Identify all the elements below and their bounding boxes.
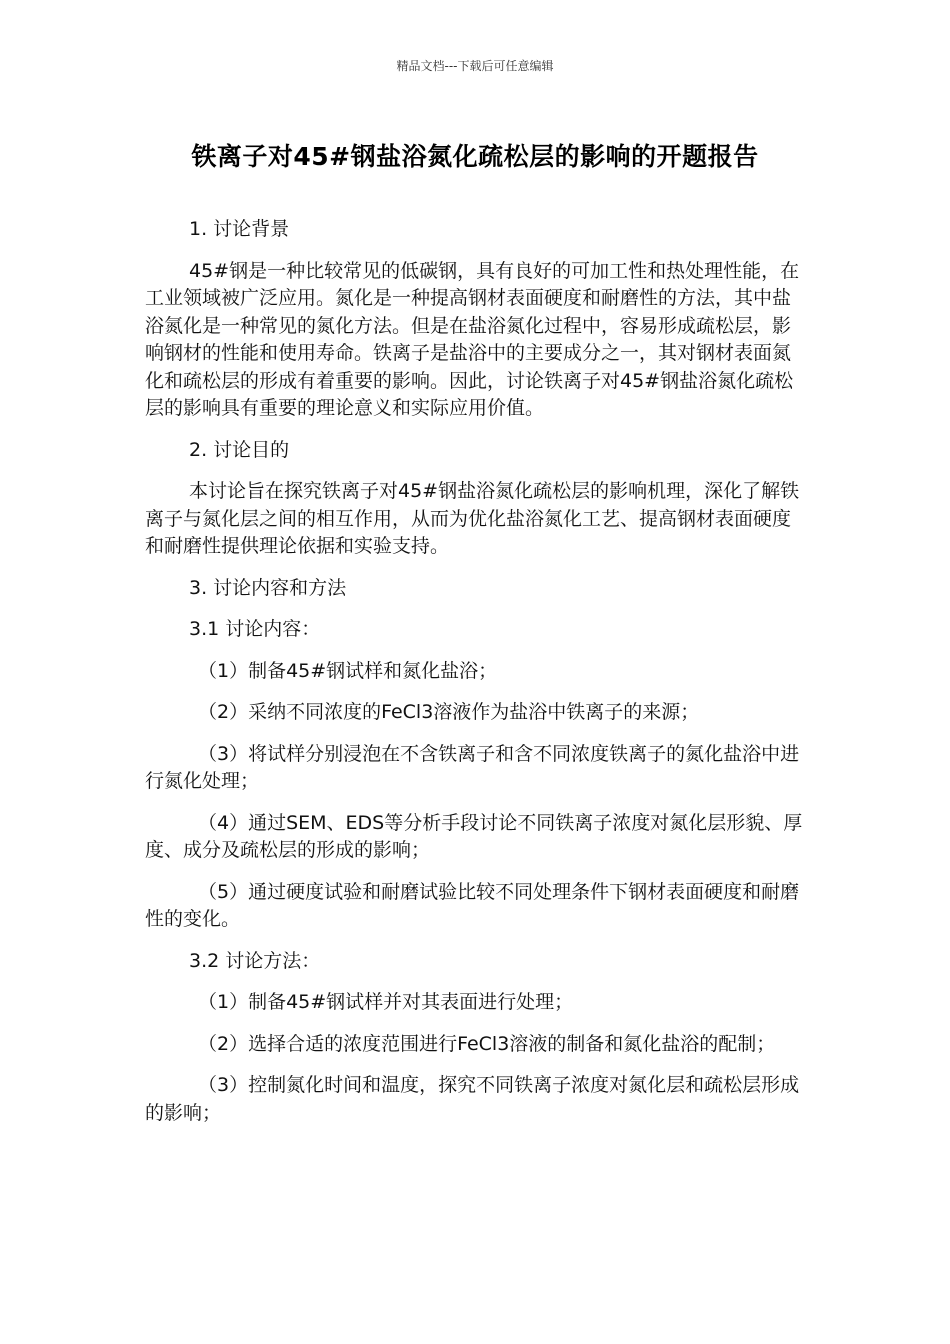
heading-purpose: 2. 讨论目的 [189,438,290,461]
heading-background: 1. 讨论背景 [189,218,290,240]
list-item-content-5: （5）通过硬度试验和耐磨试验比较不同处理条件下钢材表面硬度和耐磨性的变化。 [145,880,800,930]
list-item-method-2: （2）选择合适的浓度范围进行FeCl3溶液的制备和氮化盐浴的配制； [198,1032,776,1055]
list-item-method-3: （3）控制氮化时间和温度，探究不同铁离子浓度对氮化层和疏松层形成的影响； [145,1074,800,1124]
subheading-content: 3.1 讨论内容： [189,618,321,640]
heading-content-method: 3. 讨论内容和方法 [189,576,347,599]
paragraph-purpose: 本讨论旨在探究铁离子对45#钢盐浴氮化疏松层的影响机理，深化了解铁离子与氮化层之间的相互作用，从而为优化盐浴氮化工艺、提高钢材表面硬度和耐磨性提供理论依据和实验支持。 [145,480,800,557]
list-item-content-1: （1）制备45#钢试样和氮化盐浴； [198,659,498,682]
list-item-content-3: （3）将试样分别浸泡在不含铁离子和含不同浓度铁离子的氮化盐浴中进行氮化处理； [145,742,800,792]
list-item-content-4: （4）通过SEM、EDS等分析手段讨论不同铁离子浓度对氮化层形貌、厚度、成分及疏松层的形成的影响； [145,811,803,861]
list-item-method-1: （1）制备45#钢试样并对其表面进行处理； [198,991,574,1013]
page-header-note: 精品文档---下载后可任意编辑 [396,59,554,73]
document-title: 铁离子对45#钢盐浴氮化疏松层的影响的开题报告 [191,142,759,171]
document-body [145,216,805,1141]
subheading-method: 3.2 讨论方法： [189,949,321,972]
list-item-content-2: （2）采纳不同浓度的FeCl3溶液作为盐浴中铁离子的来源； [198,701,700,723]
paragraph-background: 45#钢是一种比较常见的低碳钢，具有良好的可加工性和热处理性能，在工业领域被广泛应用。氮化是一种提高钢材表面硬度和耐磨性的方法，其中盐浴氮化是一种常见的氮化方法。但是在盐浴氮化过程中，容易形成疏松层，影响钢材的性能和使用寿命。铁离子是盐浴中的主要成分之一，其对钢材表面氮化和疏松层的形成有着重要的影响。因此，讨论铁离子对45#钢盐浴氮化疏松层的影响具有重要的理论意义和实际应用价值。 [145,259,800,419]
